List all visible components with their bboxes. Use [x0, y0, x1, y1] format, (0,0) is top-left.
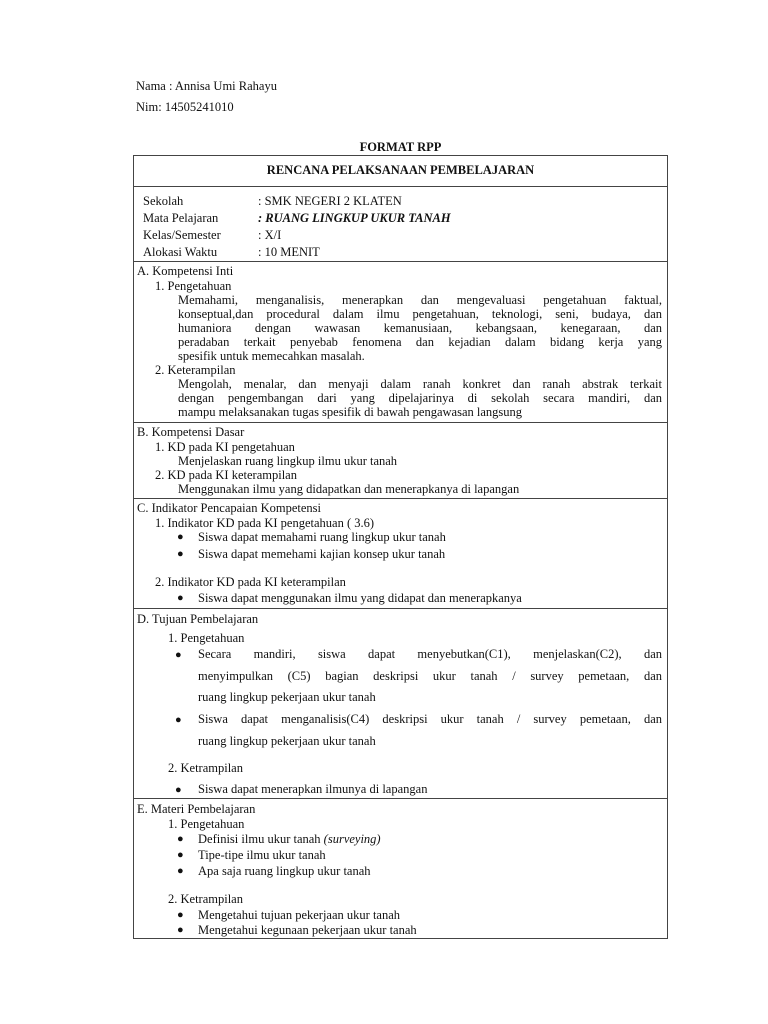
section-a-p1-line: peradaban terkait penyebab fenomena dan kejadian dalam bidang kerja yang — [178, 335, 662, 349]
section-b-item1: 1. KD pada KI pengetahuan — [155, 440, 295, 454]
section-d-bullet: Siswa dapat menerapkan ilmunya di lapangan — [198, 782, 428, 796]
section-a-heading: A. Kompetensi Inti — [137, 264, 234, 278]
section-divider — [133, 261, 668, 262]
section-a-p1-line: Memahami, menganalisis, menerapkan dan mengevaluasi pengetahuan faktual, — [178, 293, 662, 307]
section-e-heading: E. Materi Pembelajaran — [137, 802, 256, 816]
section-b-text2: Menggunakan ilmu yang didapatkan dan menerapkanya di lapangan — [178, 482, 520, 496]
title-divider — [133, 186, 668, 187]
section-a-p2-line: mampu melaksanakan tugas spesifik di bawah pengawasan langsung — [178, 405, 523, 419]
section-a-p2-line: dengan pengembangan dari yang dipelajarinya di sekolah secara mandiri, dan — [178, 391, 662, 405]
bullet-icon: ● — [175, 714, 182, 726]
bullet-icon: ● — [177, 592, 184, 604]
section-c-bullet: Siswa dapat memehami kajian konsep ukur tanah — [198, 547, 446, 561]
section-e-bullet-text: Definisi ilmu ukur tanah — [198, 832, 324, 846]
section-d-item1: 1. Pengetahuan — [168, 631, 245, 645]
bullet-icon: ● — [175, 649, 182, 661]
section-c-item2: 2. Indikator KD pada KI keterampilan — [155, 575, 346, 589]
section-divider — [133, 422, 668, 423]
section-divider — [133, 798, 668, 799]
section-e-bullet: Tipe-tipe ilmu ukur tanah — [198, 848, 326, 862]
section-c-bullet: Siswa dapat menggunakan ilmu yang didapat dan menerapkanya — [198, 591, 522, 605]
section-b-text1: Menjelaskan ruang lingkup ilmu ukur tanah — [178, 454, 398, 468]
section-d-heading: D. Tujuan Pembelajaran — [137, 612, 259, 626]
info-value-waktu: : 10 MENIT — [258, 245, 320, 259]
section-e-bullet: Apa saja ruang lingkup ukur tanah — [198, 864, 371, 878]
section-e-bullet — [198, 832, 381, 847]
section-e-item1: 1. Pengetahuan — [168, 817, 245, 831]
section-d-item2: 2. Ketrampilan — [168, 761, 243, 775]
info-value-mapel: : RUANG LINGKUP UKUR TANAH — [258, 211, 451, 225]
section-divider — [133, 498, 668, 499]
info-label-kelas: Kelas/Semester — [143, 228, 221, 242]
section-e-item2: 2. Ketrampilan — [168, 892, 243, 906]
section-a-item2: 2. Keterampilan — [155, 363, 236, 377]
section-d-bullet-line: Siswa dapat menganalisis(C4) deskripsi ukur tanah / survey pemetaan, dan — [198, 712, 662, 726]
section-b-item2: 2. KD pada KI keterampilan — [155, 468, 297, 482]
document-title: FORMAT RPP — [359, 140, 442, 154]
bullet-icon: ● — [177, 548, 184, 560]
info-label-mapel: Mata Pelajaran — [143, 211, 219, 225]
section-divider — [133, 608, 668, 609]
section-e-bullet: Mengetahui kegunaan pekerjaan ukur tanah — [198, 923, 417, 937]
info-value-kelas: : X/I — [258, 228, 282, 242]
section-c-bullet: Siswa dapat memahami ruang lingkup ukur tanah — [198, 530, 446, 544]
bullet-icon: ● — [177, 909, 184, 921]
bullet-icon: ● — [177, 849, 184, 861]
section-d-bullet-line: menyimpulkan (C5) bagian deskripsi ukur tanah / survey pemetaan, dan — [198, 669, 662, 683]
info-label-sekolah: Sekolah — [143, 194, 184, 208]
info-label-waktu: Alokasi Waktu — [143, 245, 218, 259]
bullet-icon: ● — [175, 784, 182, 796]
section-e-bullet-italic: (surveying) — [323, 832, 381, 846]
section-b-heading: B. Kompetensi Dasar — [137, 425, 245, 439]
bullet-icon: ● — [177, 833, 184, 845]
student-name: Nama : Annisa Umi Rahayu — [136, 79, 277, 93]
section-d-bullet-line: ruang lingkup pekerjaan ukur tanah — [198, 734, 376, 748]
section-a-p1-line: humaniora dengan wawasan kemanusiaan, kebangsaan, kenegaraan, dan — [178, 321, 662, 335]
section-c-heading: C. Indikator Pencapaian Kompetensi — [137, 501, 321, 515]
student-nim: Nim: 14505241010 — [136, 100, 234, 114]
bullet-icon: ● — [177, 924, 184, 936]
bullet-icon: ● — [177, 531, 184, 543]
section-a-item1: 1. Pengetahuan — [155, 279, 232, 293]
section-c-item1: 1. Indikator KD pada KI pengetahuan ( 3.6) — [155, 516, 375, 530]
info-value-sekolah: : SMK NEGERI 2 KLATEN — [258, 194, 402, 208]
section-d-bullet-line: ruang lingkup pekerjaan ukur tanah — [198, 690, 376, 704]
section-a-p1-line: konseptual,dan procedural dalam ilmu pengetahuan, teknologi, seni, budaya, dan — [178, 307, 662, 321]
box-title: RENCANA PELAKSANAAN PEMBELAJARAN — [266, 163, 535, 177]
bullet-icon: ● — [177, 865, 184, 877]
section-d-bullet-line: Secara mandiri, siswa dapat menyebutkan(C1), menjelaskan(C2), dan — [198, 647, 662, 661]
section-e-bullet: Mengetahui tujuan pekerjaan ukur tanah — [198, 908, 401, 922]
section-a-p1-line: spesifik untuk memecahkan masalah. — [178, 349, 365, 363]
section-a-p2-line: Mengolah, menalar, dan menyaji dalam ranah konkret dan ranah abstrak terkait — [178, 377, 662, 391]
